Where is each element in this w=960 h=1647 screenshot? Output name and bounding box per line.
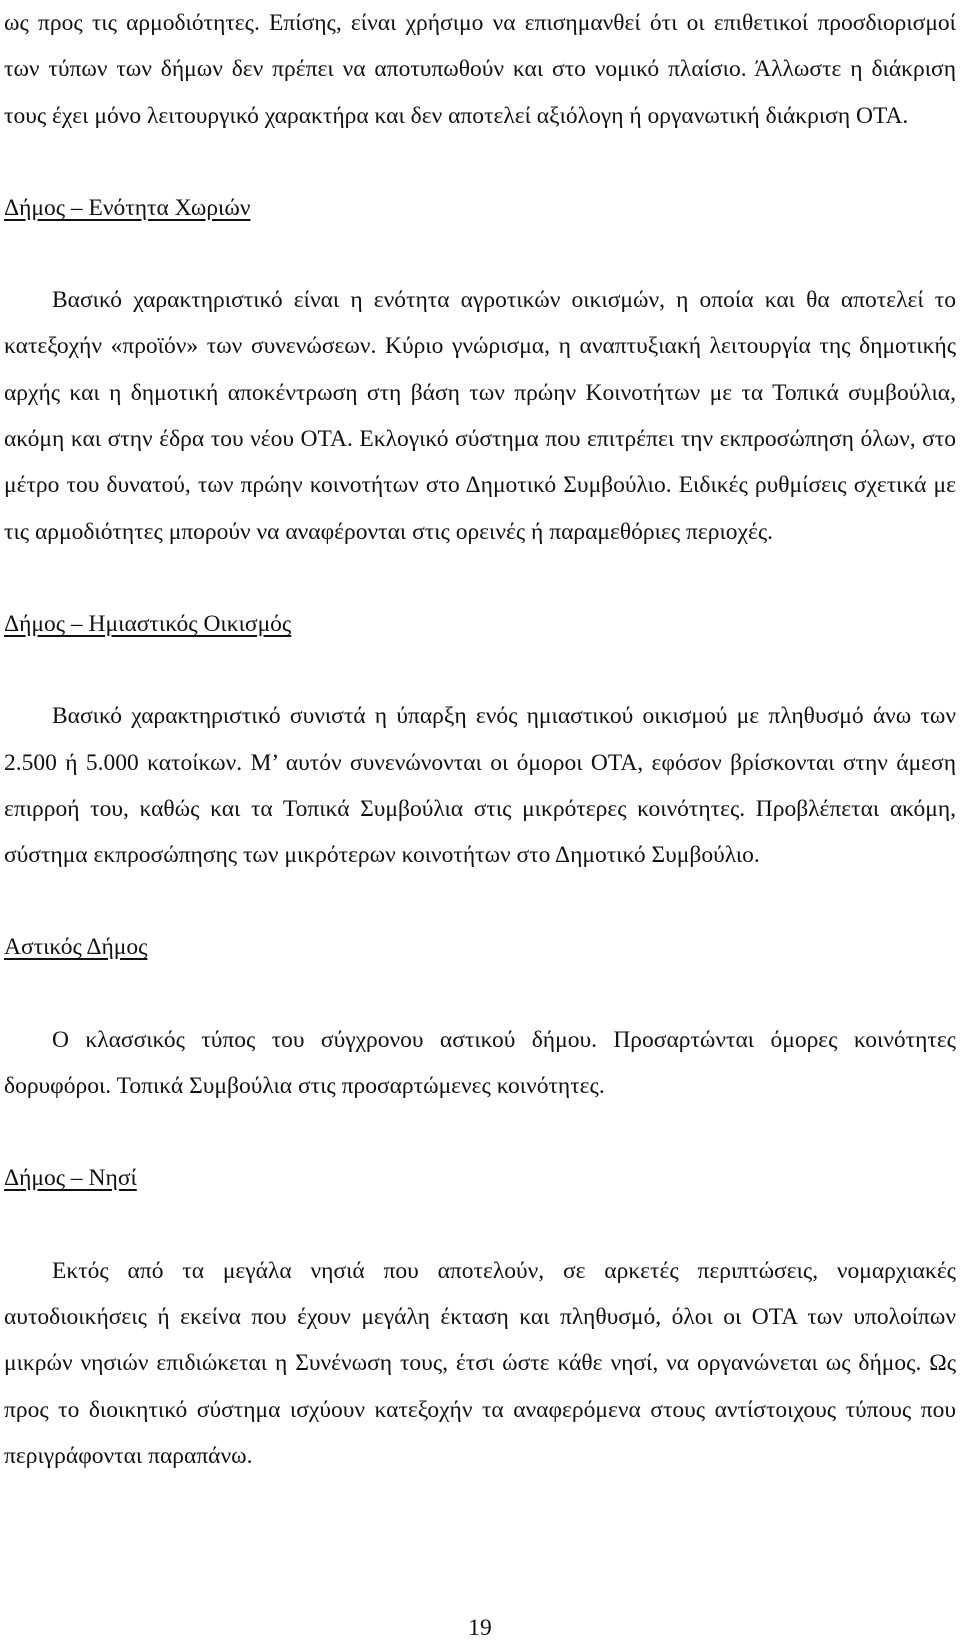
- spacer: [4, 1109, 956, 1155]
- section-heading-village-unit: Δήμος – Ενότητα Χωριών: [4, 194, 251, 221]
- section-body-semi-urban: Βασικό χαρακτηριστικό συνιστά η ύπαρξη ενός ημιαστικού οικισμού με πληθυσμό άνω των 2.500 ή 5.000 κατοίκων. Μ’ αυτόν συνενώνονται οι όμοροι ΟΤΑ, εφόσον βρίσκονται στην άμεση επιρροή του, καθώς και τα Τοπικά Συμβούλια στις μικρότερες κοινότητες. Προβλέπεται ακόμη, σύστημα εκπροσώπησης των μικρότερων κοινοτήτων στο Δημοτικό Συμβούλιο.: [4, 703, 956, 869]
- spacer: [4, 647, 956, 693]
- spacer: [4, 878, 956, 924]
- spacer: [4, 555, 956, 601]
- spacer: [4, 1202, 956, 1248]
- document-page: [4, 0, 956, 1479]
- section-body-village-unit: Βασικό χαρακτηριστικό είναι η ενότητα αγροτικών οικισμών, η οποία και θα αποτελεί το κατεξοχήν «προϊόν» των συνενώσεων. Κύριο γνώρισμα, η αναπτυξιακή λειτουργία της δημοτικής αρχής και η δημοτική αποκέντρωση στη βάση των πρώην Κοινοτήτων με τα Τοπικά συμβούλια, ακόμη και στην έδρα του νέου ΟΤΑ. Εκλογικό σύστημα που επιτρέπει την εκπροσώπηση όλων, στο μέτρο του δυνατού, των πρώην κοινοτήτων στο Δημοτικό Συμβούλιο. Ειδικές ρυθμίσεις σχετικά με τις αρμοδιότητες μπορούν να αναφέρονται στις ορεινές ή παραμεθόριες περιοχές.: [4, 287, 956, 545]
- section-heading-semi-urban: Δήμος – Ημιαστικός Οικισμός: [4, 610, 292, 637]
- spacer: [4, 231, 956, 277]
- spacer: [4, 139, 956, 185]
- section-heading-urban: Αστικός Δήμος: [4, 934, 148, 961]
- section-body-urban: Ο κλασσικός τύπος του σύγχρονου αστικού δήμου. Προσαρτώνται όμορες κοινότητες δορυφόροι. Τοπικά Συμβούλια στις προσαρτώμενες κοινότητες.: [4, 1026, 956, 1100]
- section-heading-island: Δήμος – Νησί: [4, 1165, 137, 1192]
- section-body-island: Εκτός από τα μεγάλα νησιά που αποτελούν, σε αρκετές περιπτώσεις, νομαρχιακές αυτοδιοικήσεις ή εκείνα που έχουν μεγάλη έκταση και πληθυσμό, όλοι οι ΟΤΑ των υπολοίπων μικρών νησιών επιδιώκεται η Συνένωση τους, έτσι ώστε κάθε νησί, να οργανώνεται ως δήμος. Ως προς το διοικητικό σύστημα ισχύουν κατεξοχήν τα αναφερόμενα στους αντίστοιχους τύπους που περιγράφονται παραπάνω.: [4, 1257, 956, 1469]
- intro-paragraph: ως προς τις αρμοδιότητες. Επίσης, είναι χρήσιμο να επισημανθεί ότι οι επιθετικοί προσδιορισμοί των τύπων των δήμων δεν πρέπει να αποτυπωθούν και στο νομικό πλαίσιο. Άλλωστε η διάκριση τους έχει μόνο λειτουργικό χαρακτήρα και δεν αποτελεί αξιόλογη ή οργανωτική διάκριση ΟΤΑ.: [4, 10, 956, 129]
- page-number: 19: [468, 1615, 492, 1641]
- spacer: [4, 971, 956, 1017]
